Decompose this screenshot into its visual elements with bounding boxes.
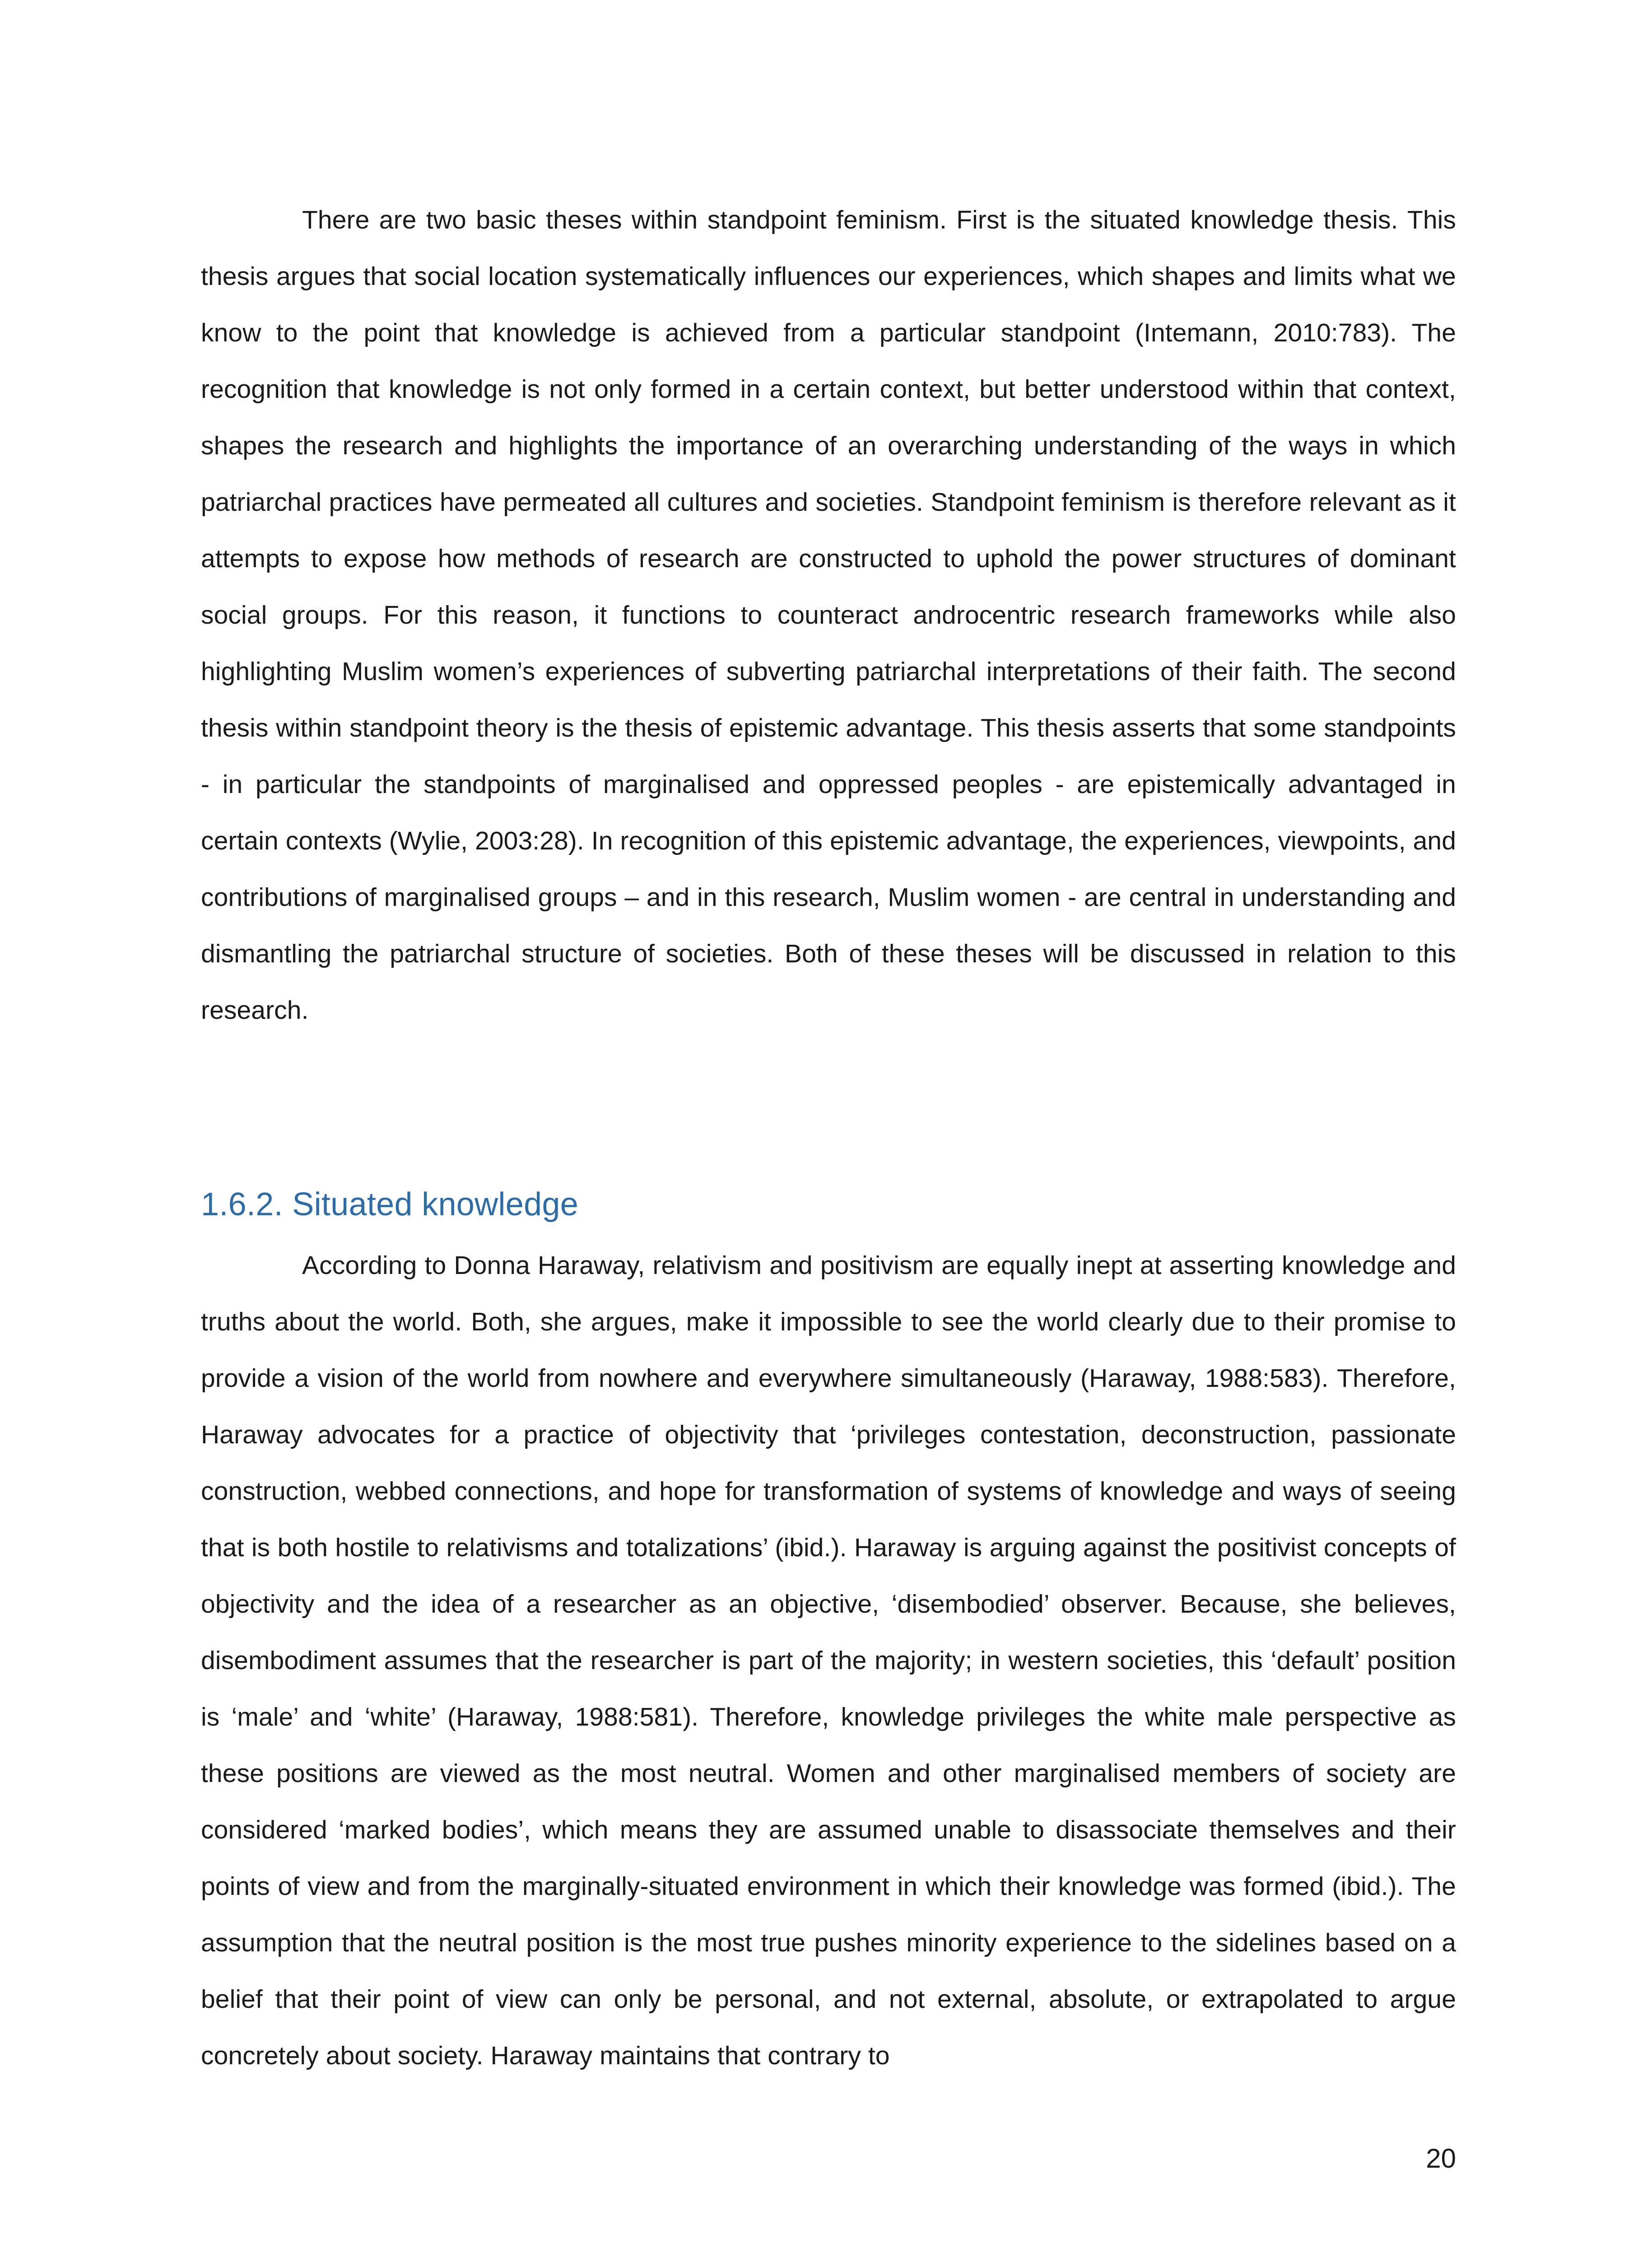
section-heading: 1.6.2. Situated knowledge	[201, 1186, 579, 1222]
body-paragraph: There are two basic theses within standpoint feminism. First is the situated knowledge thesis. This thesis argues that social location systematically influences our experiences, which shapes and limits what we know to the point that knowledge is achieved from a particular standpoint (Intemann, 2010:783). The recognition that knowledge is not only formed in a certain context, but better understood within that context, shapes the research and highlights the importance of an overarching understanding of the ways in which patriarchal practices have permeated all cultures and societies. Standpoint feminism is therefore relevant as it attempts to expose how methods of research are constructed to uphold the power structures of dominant social groups. For this reason, it functions to counteract androcentric research frameworks while also highlighting Muslim women’s experiences of subverting patriarchal interpretations of their faith. The second thesis within standpoint theory is the thesis of epistemic advantage. This thesis asserts that some standpoints - in particular the standpoints of marginalised and oppressed peoples - are epistemically advantaged in certain contexts (Wylie, 2003:28). In recognition of this epistemic advantage, the experiences, viewpoints, and contributions of marginalised groups – and in this research, Muslim women - are central in understanding and dismantling the patriarchal structure of societies. Both of these theses will be discussed in relation to this research.	[201, 205, 1456, 1025]
page-number: 20	[1426, 2143, 1456, 2174]
body-paragraph: According to Donna Haraway, relativism and positivism are equally inept at asserting knowledge and truths about the world. Both, she argues, make it impossible to see the world clearly due to their promise to provide a vision of the world from nowhere and everywhere simultaneously (Haraway, 1988:583). Therefore, Haraway advocates for a practice of objectivity that ‘privileges contestation, deconstruction, passionate construction, webbed connections, and hope for transformation of systems of knowledge and ways of seeing that is both hostile to relativisms and totalizations’ (ibid.). Haraway is arguing against the positivist concepts of objectivity and the idea of a researcher as an objective, ‘disembodied’ observer. Because, she believes, disembodiment assumes that the researcher is part of the majority; in western societies, this ‘default’ position is ‘male’ and ‘white’ (Haraway, 1988:581). Therefore, knowledge privileges the white male perspective as these positions are viewed as the most neutral. Women and other marginalised members of society are considered ‘marked bodies’, which means they are assumed unable to disassociate themselves and their points of view and from the marginally-situated environment in which their knowledge was formed (ibid.). The assumption that the neutral position is the most true pushes minority experience to the sidelines based on a belief that their point of view can only be personal, and not external, absolute, or extrapolated to argue concretely about society. Haraway maintains that contrary to	[201, 1251, 1456, 2070]
